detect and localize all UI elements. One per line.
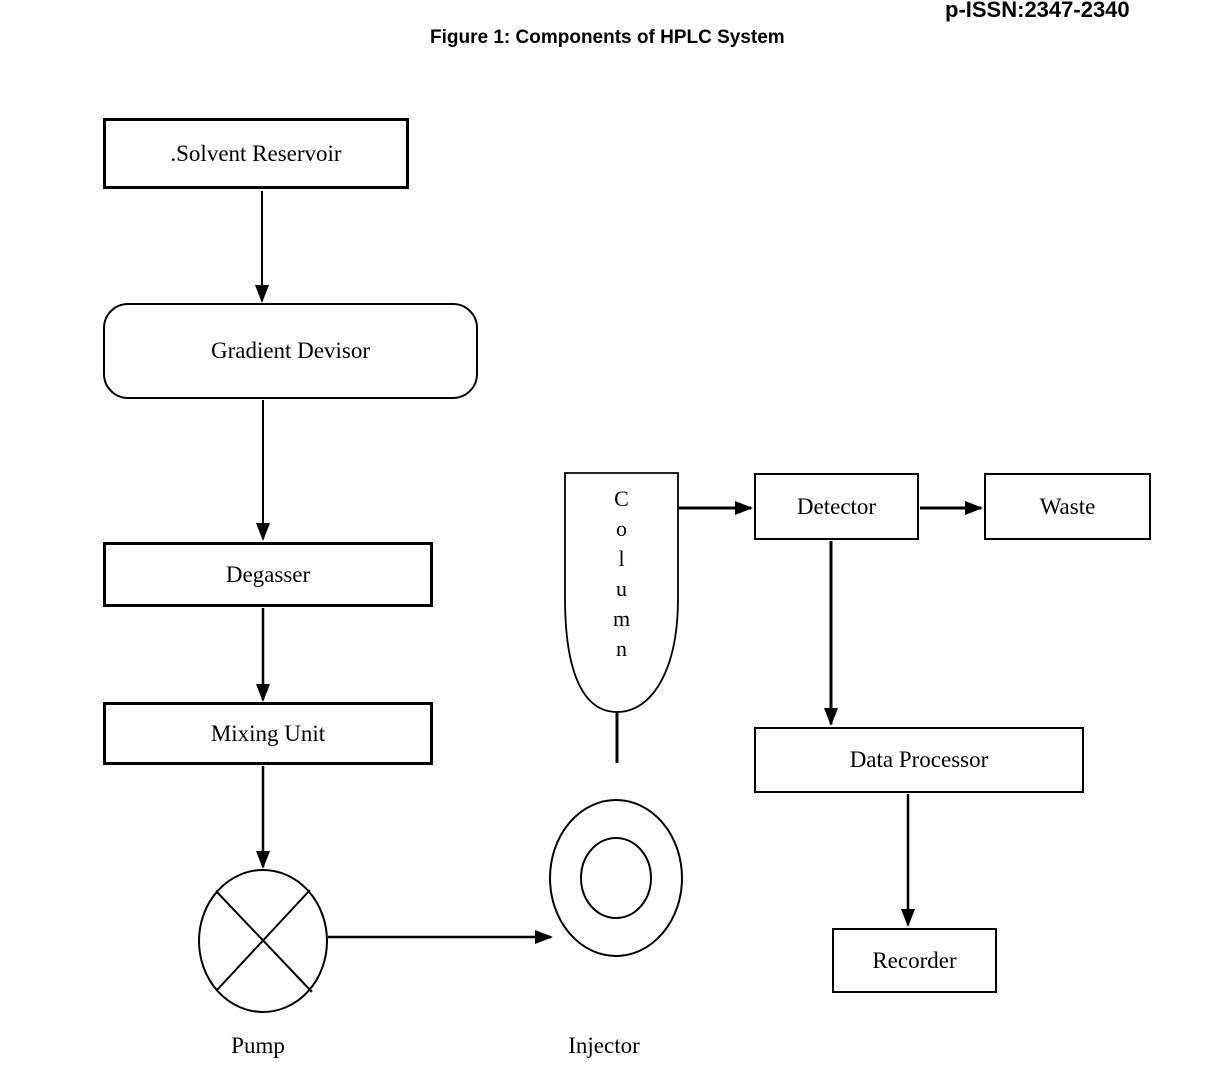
injector-symbol xyxy=(550,800,682,956)
node-waste xyxy=(984,473,1151,540)
injector-inner-ring-icon xyxy=(581,838,651,918)
issn-label: p-ISSN:2347-2340 xyxy=(945,0,1130,22)
node-degasser xyxy=(103,542,433,607)
node-detector-label: Detector xyxy=(796,493,877,519)
column-letter: o xyxy=(616,516,627,541)
node-solvent-reservoir xyxy=(103,118,409,189)
injector-caption: Injector xyxy=(568,1033,640,1058)
column-letter: u xyxy=(616,576,627,601)
figure-title: Figure 1: Components of HPLC System xyxy=(430,27,785,48)
node-waste-label: Waste xyxy=(1039,493,1096,519)
node-detector xyxy=(754,473,919,540)
pump-symbol xyxy=(199,870,327,1012)
column-letter: l xyxy=(618,546,625,571)
column-letter: C xyxy=(614,486,629,511)
node-recorder xyxy=(832,928,997,993)
column-letter: n xyxy=(616,636,627,661)
node-data-processor-label: Data Processor xyxy=(849,747,989,772)
node-degasser-label: Degasser xyxy=(225,561,311,587)
pump-caption: Pump xyxy=(231,1033,285,1058)
node-recorder-label: Recorder xyxy=(872,947,957,973)
node-solvent-reservoir-label: .Solvent Reservoir xyxy=(170,140,342,166)
column-letter: m xyxy=(612,606,631,631)
node-gradient-devisor-label: Gradient Devisor xyxy=(210,338,371,363)
node-column-label xyxy=(565,484,678,664)
node-mixing-unit xyxy=(103,702,433,765)
node-data-processor xyxy=(754,727,1084,793)
node-mixing-unit-label: Mixing Unit xyxy=(210,720,326,746)
node-gradient-devisor xyxy=(103,303,478,399)
